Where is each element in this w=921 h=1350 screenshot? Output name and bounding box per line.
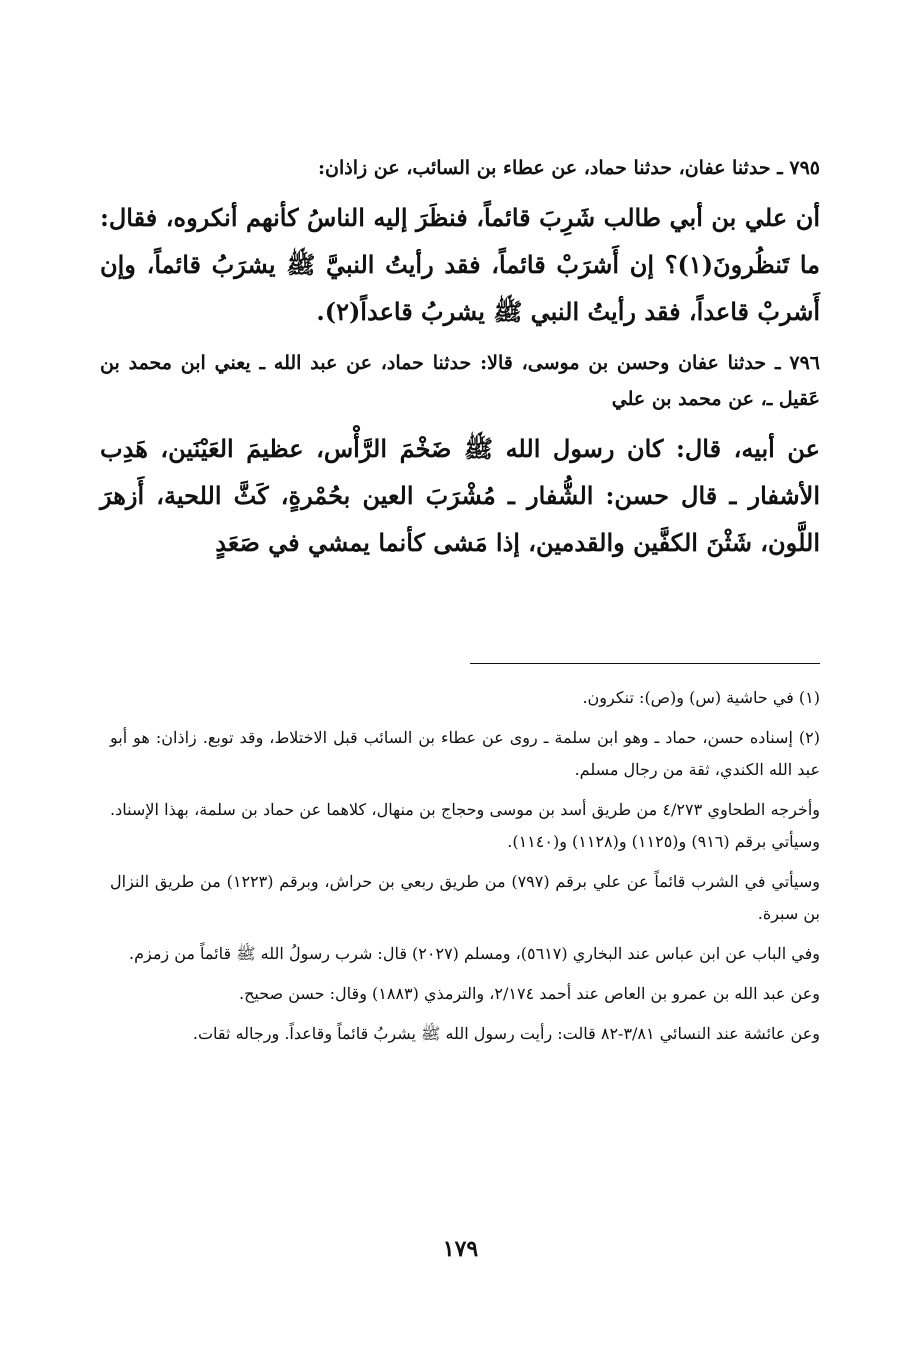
main-text: [100, 150, 820, 576]
hadith-795-chain: ٧٩٥ ـ حدثنا عفان، حدثنا حماد، عن عطاء بن السائب، عن زاذان:: [318, 157, 820, 179]
footnote-2-cross-reference: وسيأتي في الشرب قائماً عن علي برقم (٧٩٧) من طريق ربعي بن حراش، وبرقم (١٢٢٣) من طريق النزال بن سبرة.: [110, 872, 820, 923]
page-number: ١٧٩: [442, 1236, 479, 1262]
footnote-1: (١) في حاشية (س) و(ص): تنكرون.: [582, 688, 820, 707]
footnote-2: (٢) إسناده حسن، حماد ـ وهو ابن سلمة ـ روى عن عطاء بن السائب قبل الاختلاط، وقد توبع. زاذان: هو أبو عبد الله الكندي، ثقة من رجال مسلم.: [110, 728, 820, 779]
footnote-2-aisha: وعن عائشة عند النسائي ٣/٨١-٨٢ قالت: رأيت رسول الله ﷺ يشربُ قائماً وقاعداً. ورجاله ثقات.: [192, 1024, 820, 1043]
hadith-795-text: أن علي بن أبي طالب شَرِبَ قائماً، فنظَرَ إليه الناسُ كأنهم أنكروه، فقال: ما تَنظُرونَ(١)؟ إن أَشرَبْ قائماً، فقد رأيتُ النبيَّ ﷺ يشرَبُ قائماً، وإن أَشربْ قاعداً، فقد رأيتُ النبي ﷺ يشربُ قاعداً(٢).: [100, 203, 820, 326]
hadith-796-chain: ٧٩٦ ـ حدثنا عفان وحسن بن موسى، قالا: حدثنا حماد، عن عبد الله ـ يعني ابن محمد بن عَقيل ـ، عن محمد بن علي: [100, 352, 820, 410]
footnote-2-takhrij: وأخرجه الطحاوي ٤/٢٧٣ من طريق أسد بن موسى وحجاج بن منهال، كلاهما عن حماد بن سلمة، بهذا الإسناد. وسيأتي برقم (٩١٦) و(١١٢٥) و(١١٢٨) و(١١٤٠).: [110, 800, 820, 851]
footnote-2-ibn-amr: وعن عبد الله بن عمرو بن العاص عند أحمد ٢/١٧٤، والترمذي (١٨٨٣) وقال: حسن صحيح.: [238, 984, 820, 1003]
footnote-2-ibn-abbas: وفي الباب عن ابن عباس عند البخاري (٥٦١٧)، ومسلم (٢٠٢٧) قال: شرب رسولُ الله ﷺ قائماً من زمزم.: [129, 944, 820, 963]
hadith-796-text: عن أبيه، قال: كان رسول الله ﷺ ضَخْمَ الرَّأْس، عظيمَ العَيْنَين، هَدِب الأشفار ـ قال حسن: الشُّفار ـ مُشْرَبَ العين بحُمْرةٍ، كَثَّ اللحية، أَزهرَ اللَّون، شَثْنَ الكفَّين والقدمين، إذا مَشى كأنما يمشي في صَعَدٍ: [100, 434, 820, 557]
footnote-separator: [470, 663, 820, 664]
footnotes: [110, 682, 820, 1058]
